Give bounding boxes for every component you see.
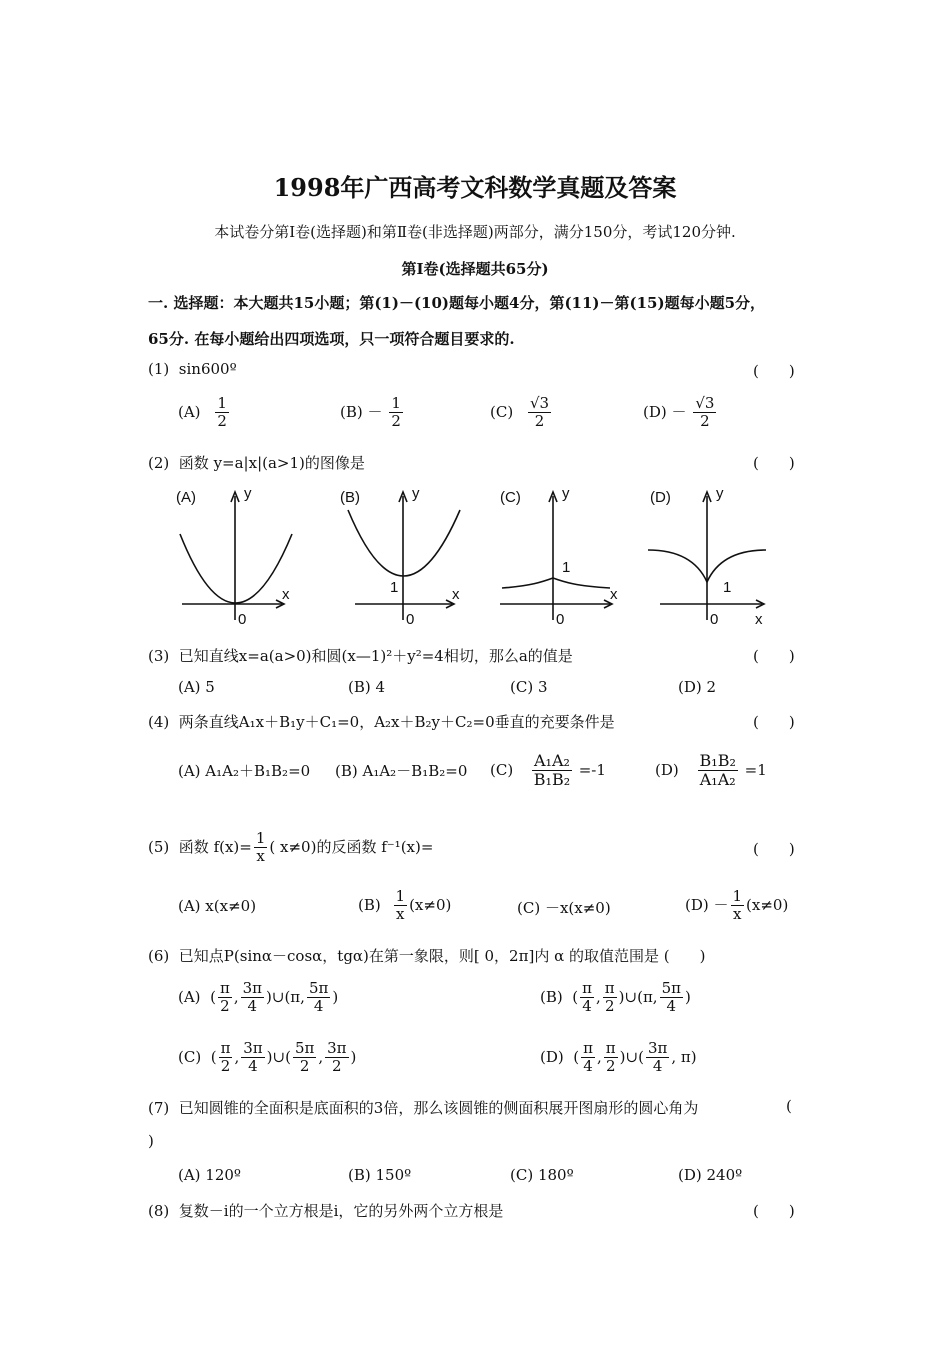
- q1-option-d: (D) － $\frac{√3}{2}$: [643, 394, 715, 431]
- q2-stem: (2) 函数 y=a|x|(a>1)的图像是: [148, 454, 365, 472]
- q1-option-c: (C) $\frac{√3}{2}$: [490, 394, 550, 431]
- axis-x-label: x: [452, 586, 460, 603]
- q3-stem: (3) 已知直线x=a(a>0)和圆(x—1)²＋y²=4相切，那么a的值是: [148, 647, 573, 665]
- origin-label: 0: [406, 611, 415, 628]
- intercept-label: 1: [562, 559, 571, 576]
- answer-bracket: ( ): [753, 840, 795, 858]
- q5-option-b: (B) $\frac{1}{x}$ (x≠0): [358, 887, 452, 924]
- q5-option-a: (A) x(x≠0): [178, 897, 257, 915]
- graph-b-label: (B): [340, 489, 360, 506]
- question-text: sin600º: [178, 360, 237, 378]
- q3-option-d: (D) 2: [678, 678, 717, 696]
- q3-option-b: (B) 4: [348, 678, 386, 696]
- answer-bracket-open: (: [786, 1097, 792, 1115]
- origin-label: 0: [238, 611, 247, 628]
- q6-option-d: (D) ( $\frac{\pi}{4}$ , $\frac{\pi}{2}$ )∪( $\frac{3\pi}{4}$ , π): [540, 1039, 697, 1076]
- axis-y-label: y: [412, 485, 420, 502]
- question-number: (1): [148, 360, 170, 378]
- section-title: 第Ⅰ卷(选择题共65分): [401, 260, 549, 278]
- axis-x-label: x: [610, 586, 618, 603]
- exam-intro: 本试卷分第Ⅰ卷(选择题)和第Ⅱ卷(非选择题)两部分，满分150分，考试120分钟.: [214, 223, 736, 241]
- q6-stem: (6) 已知点P(sinα－cosα，tgα)在第一象限，则[ 0，2π]内 α 的取值范围是 ( ): [148, 947, 706, 965]
- q4-option-d: (D) $\frac{\text{B₁B₂}}{\text{A₁A₂}}$ =1: [655, 751, 767, 790]
- q6-option-a: (A) ( $\frac{\pi}{2}$ , $\frac{3\pi}{4}$ )∪(π, $\frac{5\pi}{4}$ ): [178, 979, 339, 1016]
- q4-option-c: (C) $\frac{\text{A₁A₂}}{\text{B₁B₂}}$ =-1: [490, 751, 606, 790]
- graph-a-label: (A): [176, 489, 196, 506]
- q5-option-d: (D) － $\frac{1}{x}$ (x≠0): [685, 887, 789, 924]
- q1-option-b: (B) － $\frac{1}{2}$: [340, 394, 401, 431]
- q5-stem: (5) 函数 f(x)= $\frac{1}{x}$ ( x≠0)的反函数 f⁻¹(x)=: [148, 829, 434, 866]
- answer-bracket: ( ): [753, 1202, 795, 1220]
- graph-c: [500, 492, 612, 620]
- q7-stem: (7) 已知圆锥的全面积是底面积的3倍，那么该圆锥的侧面积展开图扇形的圆心角为: [148, 1099, 699, 1117]
- graph-d: [648, 492, 766, 620]
- axis-y-label: y: [244, 485, 252, 502]
- answer-bracket: ( ): [753, 362, 795, 380]
- answer-bracket-close: ): [148, 1132, 154, 1150]
- q6-option-b: (B) ( $\frac{\pi}{4}$ , $\frac{\pi}{2}$ )∪(π, $\frac{5\pi}{4}$ ): [540, 979, 691, 1016]
- intercept-label: 1: [723, 579, 732, 596]
- q3-option-c: (C) 3: [510, 678, 548, 696]
- graph-a: [180, 492, 292, 620]
- q2-graphs: [170, 482, 790, 632]
- q7-option-d: (D) 240º: [678, 1166, 743, 1184]
- q7-option-a: (A) 120º: [178, 1166, 241, 1184]
- axis-y-label: y: [562, 485, 570, 502]
- q7-option-b: (B) 150º: [348, 1166, 412, 1184]
- axis-x-label: x: [282, 586, 290, 603]
- q4-option-a: (A) A₁A₂＋B₁B₂=0: [178, 762, 311, 780]
- q1-stem: [148, 360, 237, 378]
- q7-option-c: (C) 180º: [510, 1166, 574, 1184]
- answer-bracket: ( ): [753, 454, 795, 472]
- page-title: 1998年广西高考文科数学真题及答案: [273, 173, 677, 202]
- graph-d-label: (D): [650, 489, 671, 506]
- axis-y-label: y: [716, 485, 724, 502]
- q5-option-c: (C) －x(x≠0): [517, 899, 611, 917]
- origin-label: 0: [710, 611, 719, 628]
- graph-b: [348, 492, 460, 620]
- origin-label: 0: [556, 611, 565, 628]
- instruction-line-2: 65分. 在每小题给出四项选项，只一项符合题目要求的.: [148, 330, 515, 348]
- axis-x-label: x: [755, 611, 763, 628]
- answer-bracket: ( ): [753, 713, 795, 731]
- q8-stem: (8) 复数－i的一个立方根是i，它的另外两个立方根是: [148, 1202, 504, 1220]
- intercept-label: 1: [390, 579, 399, 596]
- answer-bracket: ( ): [753, 647, 795, 665]
- instruction-line-1: 一. 选择题：本大题共15小题；第(1)－(10)题每小题4分，第(11)－第(15)题每小题5分，: [148, 294, 766, 312]
- q4-stem: (4) 两条直线A₁x＋B₁y＋C₁=0，A₂x＋B₂y＋C₂=0垂直的充要条件是: [148, 713, 615, 731]
- q4-option-b: (B) A₁A₂－B₁B₂=0: [335, 762, 468, 780]
- graph-c-label: (C): [500, 489, 521, 506]
- q1-option-a: (A) $\frac{1}{2}$: [178, 394, 227, 431]
- q6-option-c: (C) ( $\frac{\pi}{2}$ , $\frac{3\pi}{4}$ )∪( $\frac{5\pi}{2}$ , $\frac{3\pi}{2}$ ): [178, 1039, 357, 1076]
- q3-option-a: (A) 5: [178, 678, 215, 696]
